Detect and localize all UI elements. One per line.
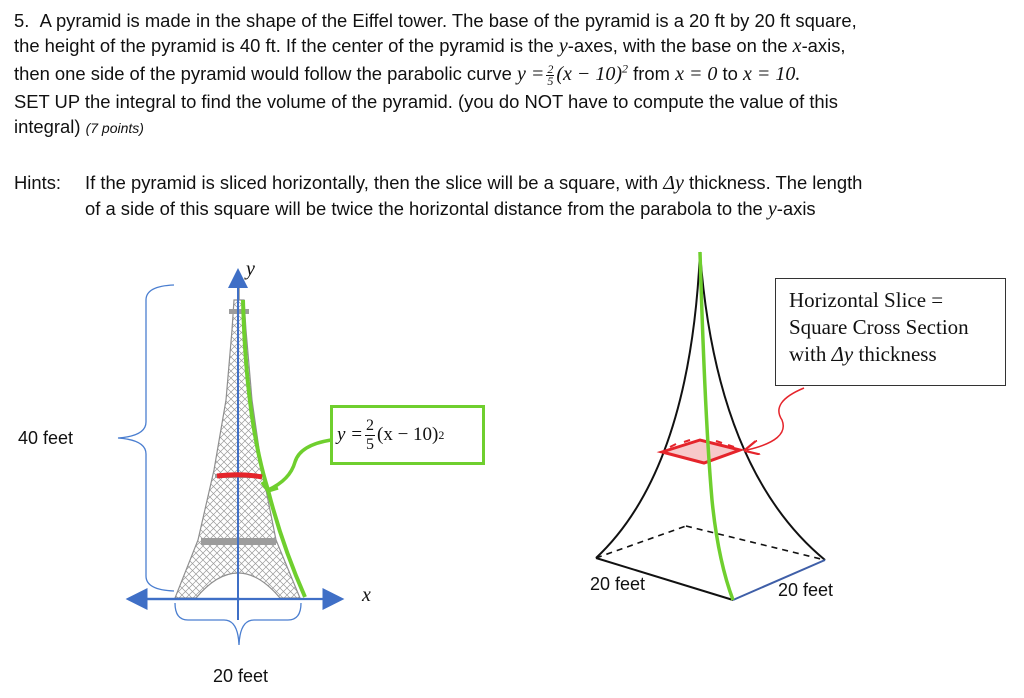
- pyramid-left-base-label: 20 feet: [590, 574, 646, 594]
- height-label: 40 feet: [18, 428, 74, 448]
- problem-line-5: integral) (7 points): [14, 116, 144, 137]
- pyramid-right-base-label: 20 feet: [778, 580, 834, 600]
- tower-slice: [217, 475, 262, 477]
- fraction: $\frac{2}{5}$: [547, 61, 554, 88]
- problem-line-1: 5. A pyramid is made in the shape of the Eiffel tower. The base of the pyramid is a 20 ft by 20 ft square,: [14, 10, 857, 31]
- y-axis-label: y: [246, 258, 255, 280]
- height-bracket: [118, 285, 174, 591]
- hints-line-1: If the pyramid is sliced horizontally, then the slice will be a square, with Δy thickness. The length: [85, 172, 863, 194]
- problem-number: 5.: [14, 10, 30, 31]
- slice-annotation-box: Horizontal Slice = Square Cross Section with Δy thickness: [775, 278, 1006, 386]
- slice-pointer: [747, 388, 804, 450]
- hints-label: Hints:: [14, 172, 62, 193]
- problem-line-3: then one side of the pyramid would follow the parabolic curve y = $\frac{2}{5}$ $(x - 10)^2$ from x = 0 to x = 10.: [14, 61, 801, 88]
- points-label: (7 points): [85, 120, 144, 136]
- x-axis-label: x: [362, 584, 371, 606]
- base-width-label: 20 feet: [213, 666, 269, 686]
- pyramid-slice: [662, 440, 740, 463]
- problem-equation: y = $\frac{2}{5}$ $(x - 10)^2$: [516, 61, 629, 88]
- hints-line-2: of a side of this square will be twice the horizontal distance from the parabola to the y-axis: [85, 198, 816, 220]
- equation-pointer: [268, 440, 331, 490]
- problem-line-2: the height of the pyramid is 40 ft. If the center of the pyramid is the y-axes, with the base on the x-axis,: [14, 35, 846, 57]
- problem-line-4: SET UP the integral to find the volume of the pyramid. (you do NOT have to compute the value of this: [14, 91, 838, 112]
- equation-fraction: $\frac{2}{5}$: [366, 416, 375, 453]
- equation-box: y = $\frac{2}{5}$ (x − 10) 2: [330, 405, 485, 465]
